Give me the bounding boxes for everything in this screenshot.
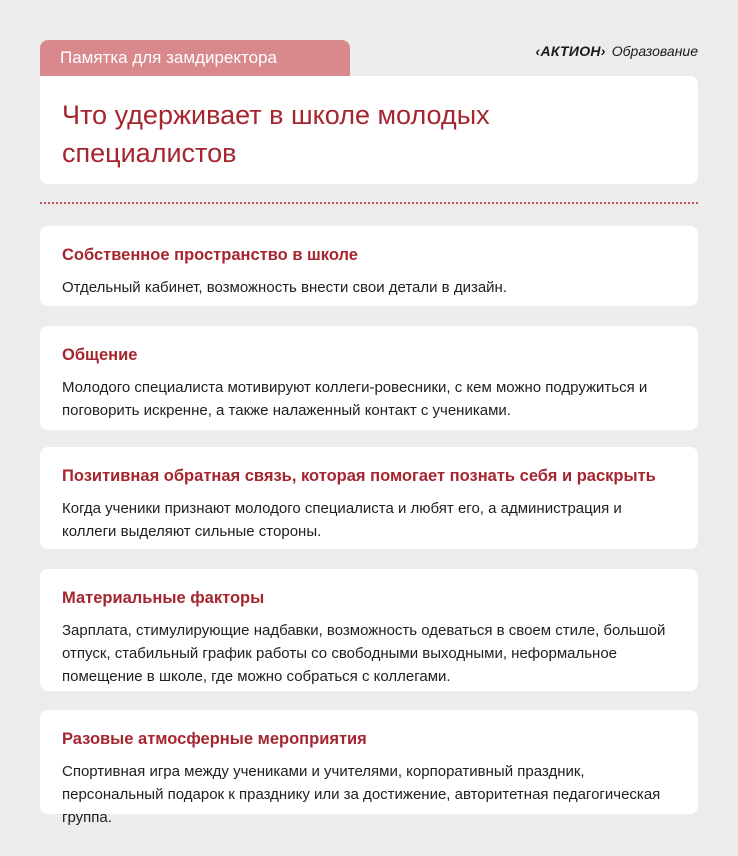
- brand-logo-text: ‹АКТИОН›: [535, 43, 606, 59]
- card-title: Разовые атмосферные мероприятия: [62, 730, 367, 748]
- card-own-space: [40, 226, 698, 306]
- card-text: Зарплата, стимулирующие надбавки, возможность одеваться в своем стиле, большой отпуск, стабильный график работы со свободными выходными, неформальное помещение в школе, где можно собраться с коллегами.: [62, 622, 666, 685]
- card-title: Общение: [62, 346, 138, 364]
- header-card: [40, 76, 698, 184]
- memo-tag: Памятка для замдиректора: [40, 40, 350, 76]
- brand-logo: [536, 40, 698, 62]
- card-text: Отдельный кабинет, возможность внести свои детали в дизайн.: [62, 279, 507, 296]
- dotted-divider: [40, 202, 698, 204]
- card-text: Спортивная игра между учениками и учителями, корпоративный праздник, персональный подарок к празднику или за достижение, авторитетная педагогическая группа.: [62, 763, 661, 826]
- card-feedback: [40, 447, 698, 549]
- page-title: Что удерживает в школе молодых специалистов: [62, 100, 490, 168]
- card-communication: [40, 326, 698, 430]
- card-text: Молодого специалиста мотивируют коллеги-ровесники, с кем можно подружиться и поговорить искренне, а также налаженный контакт с учениками.: [62, 379, 648, 419]
- card-title: Материальные факторы: [62, 589, 265, 607]
- card-title: Позитивная обратная связь, которая помогает познать себя и раскрыть: [62, 467, 656, 485]
- card-title: Собственное пространство в школе: [62, 246, 358, 264]
- brand-name: Образование: [611, 43, 698, 59]
- card-text: Когда ученики признают молодого специалиста и любят его, а администрация и коллеги выделяют сильные стороны.: [62, 500, 622, 540]
- card-events: [40, 710, 698, 826]
- card-material-factors: [40, 569, 698, 691]
